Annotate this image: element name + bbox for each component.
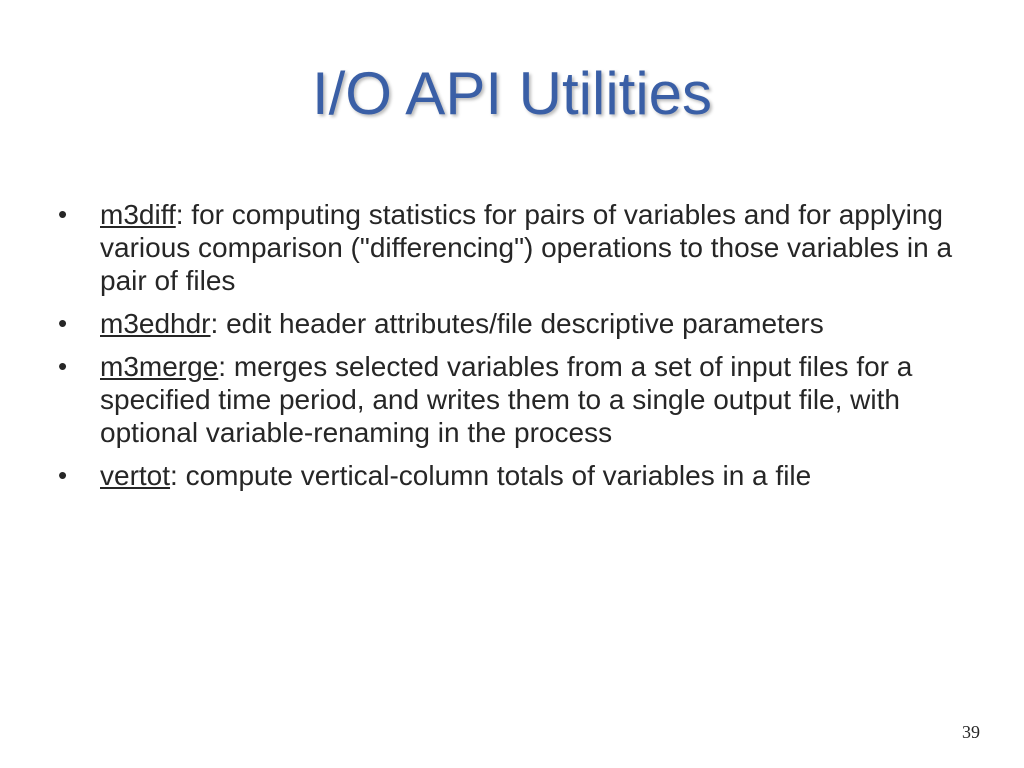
bullet-icon: •: [58, 460, 68, 490]
m3diff-link[interactable]: m3diff: [100, 199, 176, 230]
slide-title: I/O API Utilities: [311, 60, 713, 127]
page-number: 39: [962, 722, 980, 742]
list-item: [58, 307, 963, 340]
list-item: [58, 459, 963, 492]
vertot-link[interactable]: vertot: [100, 460, 171, 491]
bullet-text: [100, 307, 963, 340]
bullet-description: : edit header attributes/file descriptive parameters: [210, 308, 824, 339]
bullet-list: [58, 198, 963, 502]
m3merge-link[interactable]: m3merge: [100, 351, 219, 382]
list-item: [58, 198, 963, 297]
bullet-text: [100, 350, 963, 449]
bullet-icon: •: [58, 351, 68, 381]
bullet-description: : for computing statistics for pairs of variables and for applying various comparison ("differencing") operations to those variables in a pair of files: [100, 199, 953, 296]
bullet-description: : compute vertical-column totals of variables in a file: [170, 460, 812, 491]
list-item: [58, 350, 963, 449]
bullet-icon: •: [58, 308, 68, 338]
bullet-text: [100, 198, 963, 297]
m3edhdr-link[interactable]: m3edhdr: [100, 308, 211, 339]
bullet-icon: •: [58, 199, 68, 229]
bullet-description: : merges selected variables from a set of input files for a specified time period, and writes them to a single output file, with optional variable-renaming in the process: [100, 351, 913, 448]
bullet-text: [100, 459, 963, 492]
